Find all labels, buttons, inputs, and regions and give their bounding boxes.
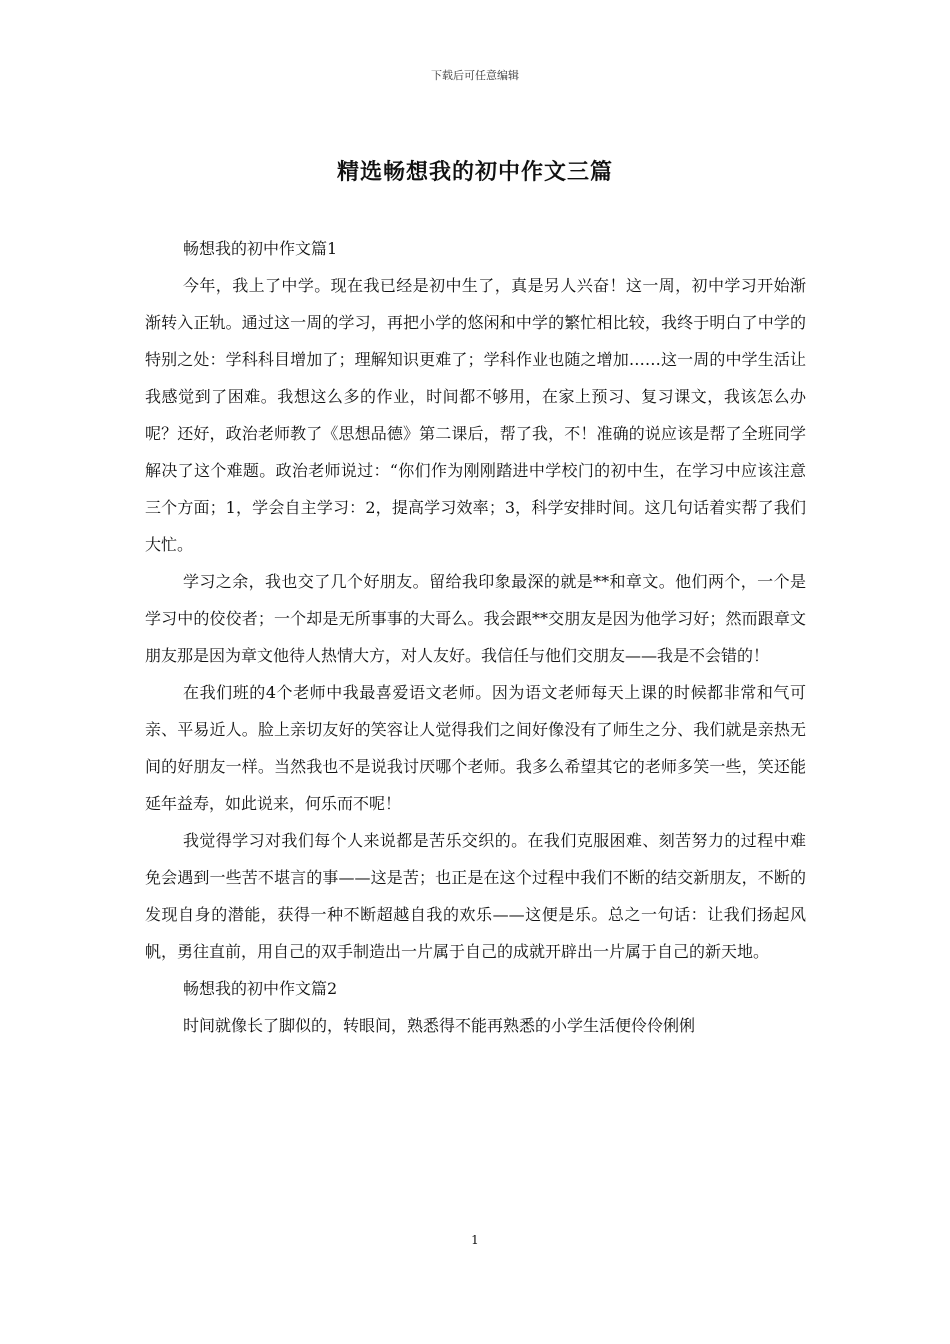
page-number: 1 bbox=[471, 1233, 479, 1247]
paragraph: 我觉得学习对我们每个人来说都是苦乐交织的。在我们克服困难、刻苦努力的过程中难免会遇到一些苦不堪言的事——这是苦；也正是在这个过程中我们不断的结交新朋友，不断的发现自身的潜能，获得一种不断超越自我的欢乐——这便是乐。总之一句话：让我们扬起风帆，勇往直前，用自己的双手制造出一片属于自己的成就开辟出一片属于自己的新天地。 bbox=[145, 831, 806, 961]
paragraph: 在我们班的4个老师中我最喜爱语文老师。因为语文老师每天上课的时候都非常和气可亲、平易近人。脸上亲切友好的笑容让人觉得我们之间好像没有了师生之分、我们就是亲热无间的好朋友一样。当然我也不是说我讨厌哪个老师。我多么希望其它的老师多笑一些，笑还能延年益寿，如此说来，何乐而不呢！ bbox=[145, 683, 806, 813]
section-heading: 畅想我的初中作文篇2 bbox=[183, 979, 338, 998]
paragraph: 时间就像长了脚似的，转眼间，熟悉得不能再熟悉的小学生活便伶伶俐俐 bbox=[183, 1016, 696, 1035]
document-title: 精选畅想我的初中作文三篇 bbox=[336, 159, 613, 185]
document-body bbox=[145, 230, 806, 1044]
paragraph: 今年，我上了中学。现在我已经是初中生了，真是另人兴奋！这一周，初中学习开始渐渐转入正轨。通过这一周的学习，再把小学的悠闲和中学的繁忙相比较，我终于明白了中学的特别之处：学科科目增加了；理解知识更难了；学科作业也随之增加……这一周的中学生活让我感觉到了困难。我想这么多的作业，时间都不够用，在家上预习、复习课文，我该怎么办呢？还好，政治老师教了《思想品德》第二课后，帮了我，不！准确的说应该是帮了全班同学解决了这个难题。政治老师说过：“你们作为刚刚踏进中学校门的初中生，在学习中应该注意三个方面；1，学会自主学习：2，提高学习效率；3，科学安排时间。这几句话着实帮了我们大忙。 bbox=[145, 276, 806, 554]
page-header-note: 下载后可任意编辑 bbox=[431, 69, 519, 82]
section-heading: 畅想我的初中作文篇1 bbox=[183, 239, 338, 258]
paragraph: 学习之余，我也交了几个好朋友。留给我印象最深的就是**和章文。他们两个，一个是学习中的佼佼者；一个却是无所事事的大哥么。我会跟**交朋友是因为他学习好；然而跟章文朋友那是因为章文他待人热情大方，对人友好。我信任与他们交朋友——我是不会错的！ bbox=[145, 572, 806, 665]
